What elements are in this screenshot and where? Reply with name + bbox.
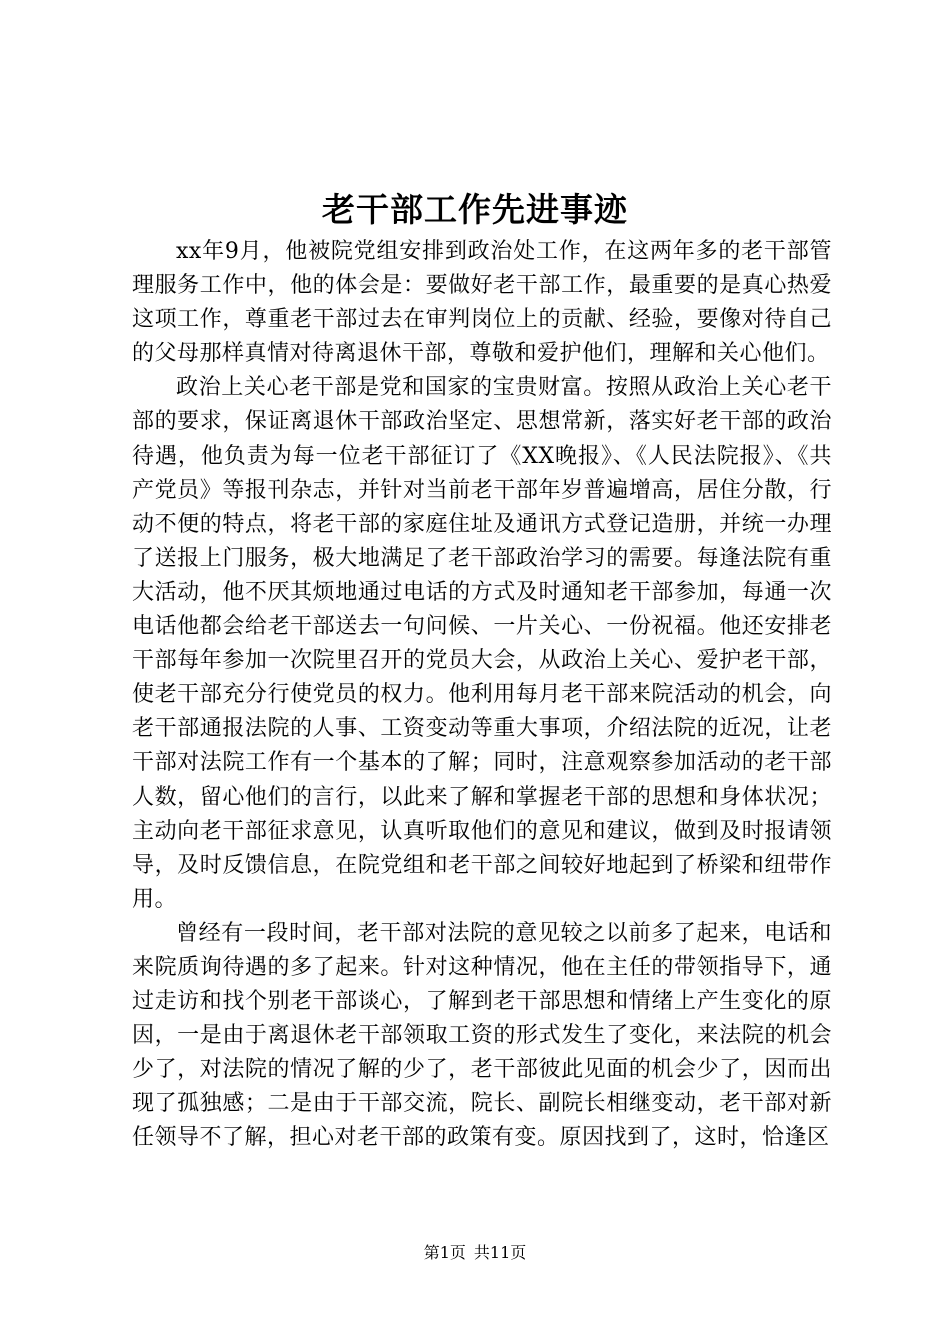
page-footer [0,1242,950,1264]
page-total: 共11页 [473,1243,527,1262]
paragraph-1: xx年9月，他被院党组安排到政治处工作，在这两年多的老干部管理服务工作中，他的体会是：要做好老干部工作，最重要的是真心热爱这项工作，尊重老干部过去在审判岗位上的贡献、经验，要像对待自己的父母那样真情对待离退休干部，尊敬和爱护他们，理解和关心他们。 [132,239,832,367]
document-title: 老干部工作先进事迹 [322,190,628,229]
paragraph-2: 政治上关心老干部是党和国家的宝贵财富。按照从政治上关心老干部的要求，保证离退休干部政治坚定、思想常新，落实好老干部的政治待遇，他负责为每一位老干部征订了《XX晚报》、《人民法院报》、《共产党员》等报刊杂志，并针对当前老干部年岁普遍增高，居住分散，行动不便的特点，将老干部的家庭住址及通讯方式登记造册，并统一办理了送报上门服务，极大地满足了老干部政治学习的需要。每逢法院有重大活动，他不厌其烦地通过电话的方式及时通知老干部参加，每通一次电话他都会给老干部送去一句问候、一片关心、一份祝福。他还安排老干部每年参加一次院里召开的党员大会，从政治上关心、爱护老干部，使老干部充分行使党员的权力。他利用每月老干部来院活动的机会，向老干部通报法院的人事、工资变动等重大事项，介绍法院的近况，让老干部对法院工作有一个基本的了解；同时，注意观察参加活动的老干部人数，留心他们的言行，以此来了解和掌握老干部的思想和身体状况；主动向老干部征求意见，认真听取他们的意见和建议，做到及时报请领导，及时反馈信息，在院党组和老干部之间较好地起到了桥梁和纽带作用。 [132,375,832,912]
document-body [132,235,832,1156]
paragraph-3: 曾经有一段时间，老干部对法院的意见较之以前多了起来，电话和来院质询待遇的多了起来。针对这种情况，他在主任的带领指导下，通过走访和找个别老干部谈心，了解到老干部思想和情绪上产生变化的原因，一是由于离退休老干部领取工资的形式发生了变化，来法院的机会少了，对法院的情况了解的少了，老干部彼此见面的机会少了，因而出现了孤独感；二是由于干部交流，院长、副院长相继变动，老干部对新任领导不了解，担心对老干部的政策有变。原因找到了，这时，恰逢区 [132,920,832,1151]
page-number: 第1页 [423,1243,466,1262]
